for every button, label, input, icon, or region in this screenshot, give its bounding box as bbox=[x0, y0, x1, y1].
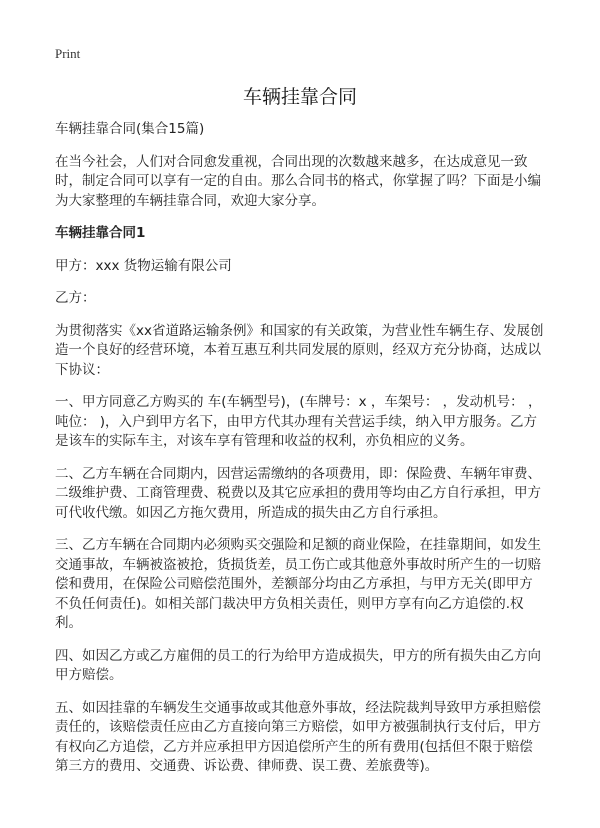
print-link[interactable]: Print bbox=[55, 46, 81, 61]
clause-3: 三、乙方车辆在合同期内必须购买交强险和足额的商业保险，在挂靠期间，如发生交通事故，车辆被盗被抢，货损货差，员工伤亡或其他意外事故时所产生的一切赔偿和费用，在保险公司赔偿范围外，差额部分均由乙方承担，与甲方无关(即甲方不负任何责任)。如相关部门裁决甲方负相关责任，则甲方享有向乙方追偿的.权利。 bbox=[55, 537, 541, 631]
party-a: 甲方：xxx 货物运输有限公司 bbox=[55, 257, 232, 274]
subtitle: 车辆挂靠合同(集合15篇) bbox=[55, 121, 205, 137]
intro-paragraph: 在当今社会，人们对合同愈发重视，合同出现的次数越来越多，在达成意见一致时，制定合同可以享有一定的自由。那么合同书的格式，你掌握了吗？下面是小编为大家整理的车辆挂靠合同，欢迎大家分享。 bbox=[55, 153, 541, 209]
preamble: 为贯彻落实《xx省道路运输条例》和国家的有关政策，为营业性车辆生存、发展创造一个良好的经营环境，本着互惠互利共同发展的原则，经双方充分协商，达成以下协议： bbox=[55, 322, 544, 378]
party-b: 乙方： bbox=[55, 290, 96, 306]
section-heading: 车辆挂靠合同1 bbox=[55, 225, 146, 241]
document-body bbox=[55, 120, 545, 790]
document-title: 车辆挂靠合同 bbox=[242, 86, 357, 108]
clause-1: 一、甲方同意乙方购买的 车(车辆型号)，(车牌号：x ，车架号： ，发动机号： ，吨位： )，入户到甲方名下，由甲方代其办理有关营运手续，纳入甲方服务。乙方是该车的实际车主，对该车享有管理和收益的权利，亦负相应的义务。 bbox=[55, 394, 542, 449]
clause-2: 二、乙方车辆在合同期内，因营运需缴纳的各项费用，即：保险费、车辆年审费、二级维护费、工商管理费、税费以及其它应承担的费用等均由乙方自行承担，甲方可代收代缴。如因乙方拖欠费用，所造成的损失由乙方自行承担。 bbox=[55, 465, 541, 521]
clause-5: 五、如因挂靠的车辆发生交通事故或其他意外事故，经法院裁判导致甲方承担赔偿责任的，该赔偿责任应由乙方直接向第三方赔偿，如甲方被强制执行支付后，甲方有权向乙方追偿，乙方并应承担甲方因追偿所产生的所有费用(包括但不限于赔偿第三方的费用、交通费、诉讼费、律师费、误工费、差旅费等)。 bbox=[55, 699, 541, 774]
clause-4: 四、如因乙方或乙方雇佣的员工的行为给甲方造成损失，甲方的所有损失由乙方向甲方赔偿。 bbox=[55, 647, 541, 683]
